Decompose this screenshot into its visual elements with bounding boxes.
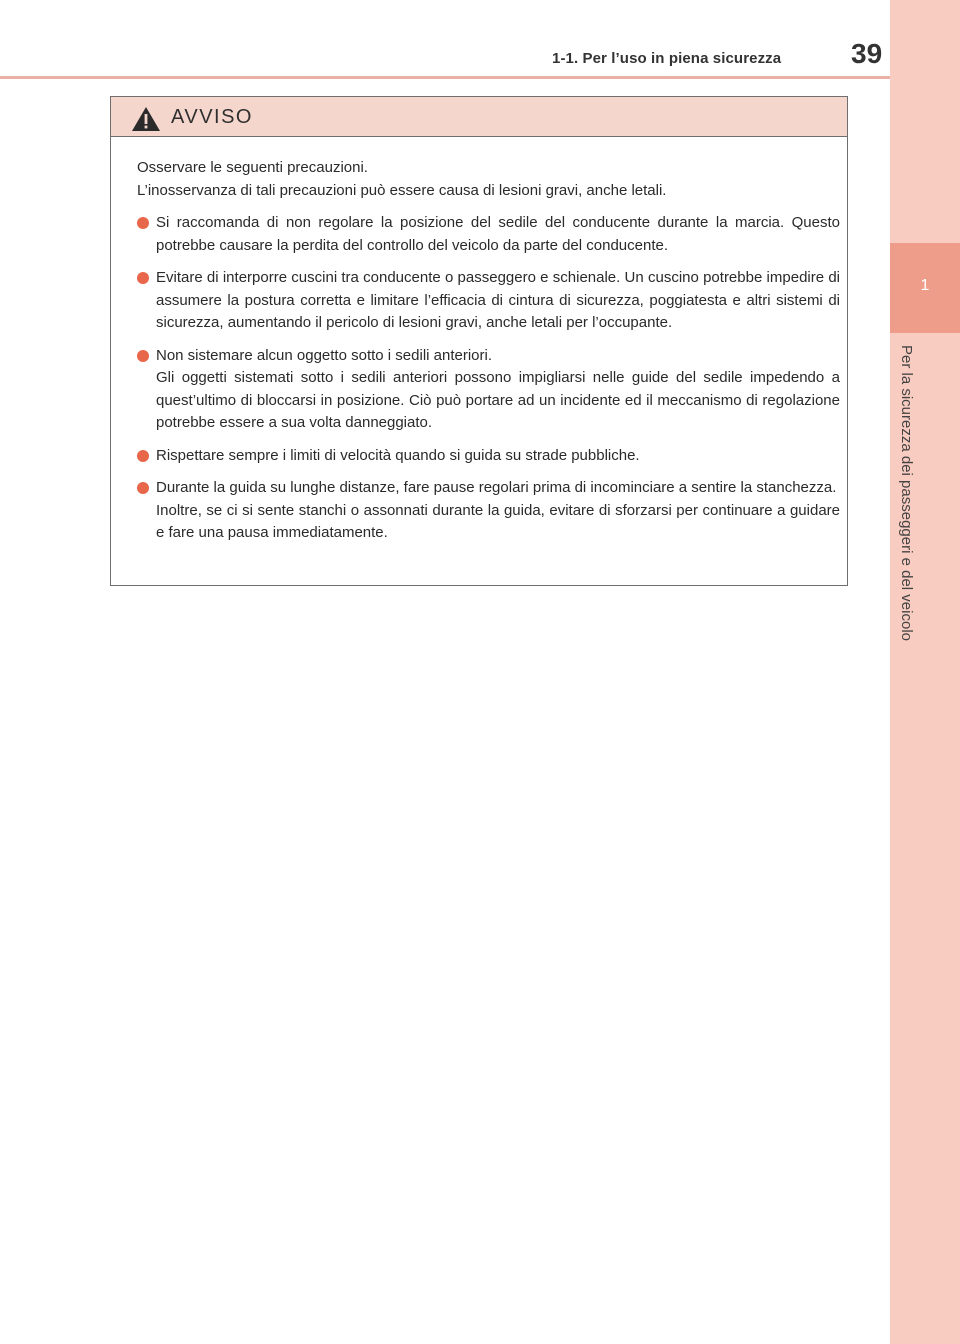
precaution-item [137, 445, 840, 468]
precaution-item [137, 477, 840, 545]
precaution-text: Rispettare sempre i limiti di velocità quando si guida su strade pubbliche. [156, 446, 640, 464]
precaution-text: Inoltre, se ci si sente stanchi o assonnati durante la guida, evitare di sforzarsi per continuare a guidare e fare una pausa immediatamente. [156, 501, 840, 541]
chapter-tab [890, 243, 960, 333]
bullet-icon [137, 482, 149, 494]
chapter-title: Per la sicurezza dei passeggeri e del veicolo [898, 345, 915, 641]
bullet-icon [137, 217, 149, 229]
precaution-item [137, 212, 840, 257]
precaution-item [137, 345, 840, 435]
intro-line: L’inosservanza di tali precauzioni può essere causa di lesioni gravi, anche letali. [137, 181, 667, 199]
precaution-text: Non sistemare alcun oggetto sotto i sedili anteriori. [156, 346, 493, 364]
warning-body [137, 157, 840, 545]
intro-line: Osservare le seguenti precauzioni. [137, 159, 368, 176]
bullet-icon [137, 450, 149, 462]
precaution-item [137, 267, 840, 335]
bullet-icon [137, 272, 149, 284]
precaution-text: Gli oggetti sistemati sotto i sedili anteriori possono impigliarsi nelle guide del sedile impedendo a quest’ultimo di bloccarsi in posizione. Ciò può portare ad un incidente ed il meccanismo di regolazione potrebbe essere a sua volta danneggiato. [156, 369, 840, 431]
warning-box [110, 96, 848, 586]
precaution-text: Si raccomanda di non regolare la posizione del sedile del conducente durante la marcia. Questo potrebbe causare la perdita del controllo del veicolo da parte del conducente. [156, 214, 840, 254]
header-divider [0, 76, 890, 79]
warning-intro [137, 157, 840, 202]
warning-title: AVVISO [171, 106, 253, 128]
chapter-number: 1 [920, 277, 930, 294]
precaution-text: Evitare di interporre cuscini tra conducente o passeggero e schienale. Un cuscino potrebbe impedire di assumere la postura corretta e limitare l’efficacia di cintura di sicurezza, poggiatesta e altri sistemi di sicurezza, aumentando il pericolo di lesioni gravi, anche letali per l’occupante. [156, 269, 840, 331]
warning-triangle-icon [131, 106, 161, 132]
page-number: 39 [851, 38, 883, 69]
chapter-title-vertical [898, 345, 926, 690]
bullet-icon [137, 350, 149, 362]
warning-header [111, 97, 847, 137]
precaution-text: Durante la guida su lunghe distanze, fare pause regolari prima di incominciare a sentire la stanchezza. [156, 479, 837, 496]
section-title: 1-1. Per l’uso in piena sicurezza [552, 50, 782, 67]
